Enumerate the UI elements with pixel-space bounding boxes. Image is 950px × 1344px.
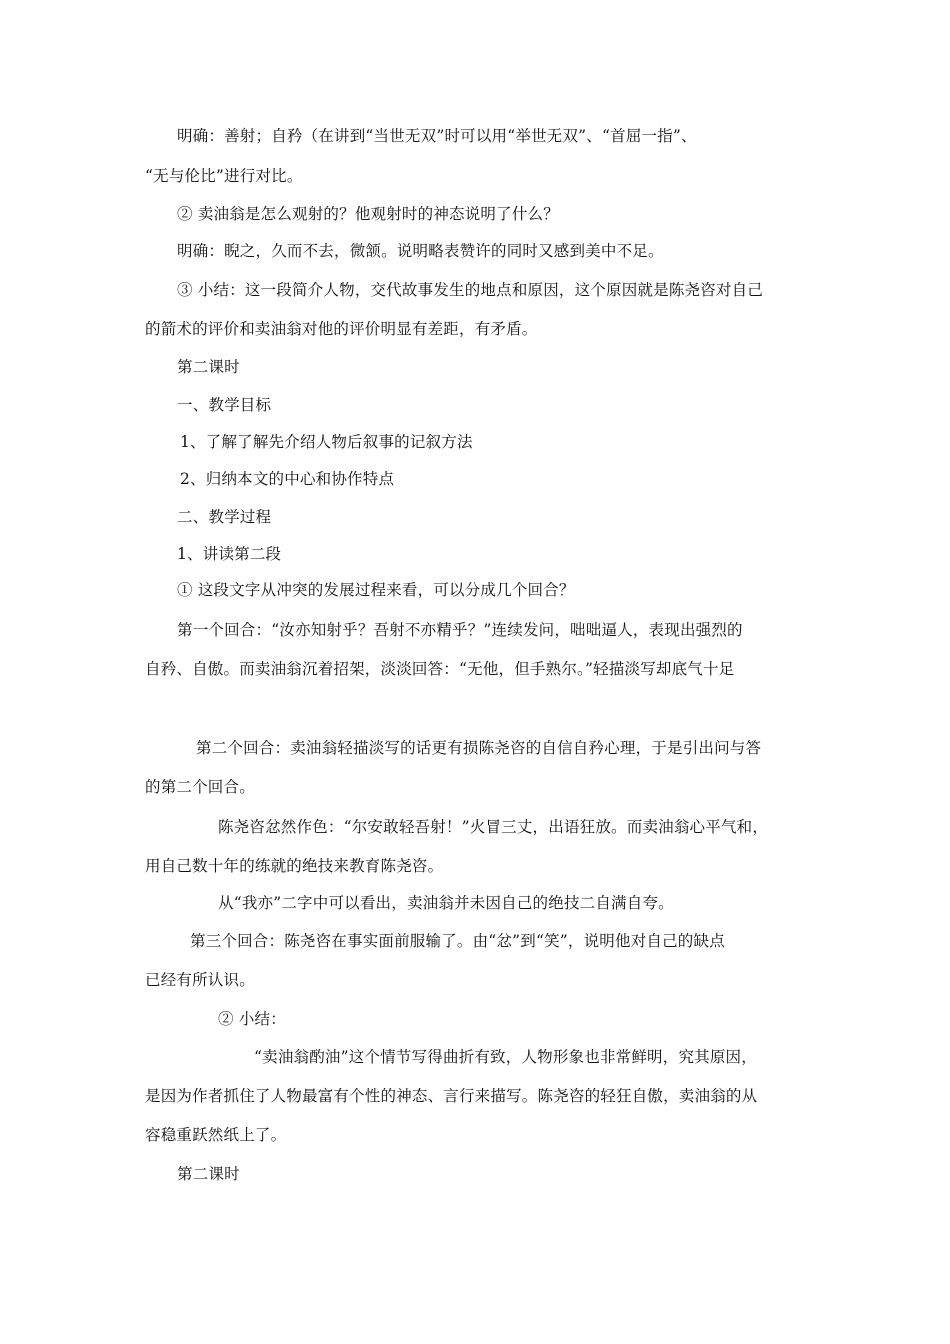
- paragraph-line: 是因为作者抓住了人物最富有个性的神态、言行来描写。陈尧咨的轻狂自傲，卖油翁的从: [145, 1087, 758, 1105]
- paragraph-line: 已经有所认识。: [145, 971, 255, 989]
- paragraph-line: 的箭术的评价和卖油翁对他的评价明显有差距，有矛盾。: [145, 320, 538, 338]
- subsection-heading: 1、讲读第二段: [177, 545, 282, 563]
- section-heading: 二、教学过程: [177, 508, 272, 526]
- paragraph-line: ① 这段文字从冲突的发展过程来看，可以分成几个回合？: [177, 581, 575, 599]
- section-heading: 一、教学目标: [177, 396, 272, 414]
- paragraph-line: 第一个回合：“汝亦知射乎？吾射不亦精乎？”连续发问，咄咄逼人，表现出强烈的: [177, 621, 743, 639]
- paragraph-line: ③ 小结：这一段简介人物，交代故事发生的地点和原因，这个原因就是陈尧咨对自己: [177, 281, 764, 299]
- paragraph-line: 明确：善射；自矜（在讲到“当世无双”时可以用“举世无双”、“首屈一指”、: [177, 127, 697, 145]
- list-item: 2、归纳本文的中心和协作特点: [180, 470, 395, 488]
- paragraph-line: ② 小结：: [218, 1010, 286, 1028]
- paragraph-line: “无与伦比”进行对比。: [145, 167, 303, 185]
- paragraph-line: 用自己数十年的练就的绝技来教育陈尧咨。: [145, 857, 444, 875]
- section-heading: 第二课时: [177, 1165, 240, 1183]
- paragraph-line: 的第二个回合。: [145, 778, 255, 796]
- section-heading: 第二课时: [177, 358, 240, 376]
- paragraph-line: ② 卖油翁是怎么观射的？他观射时的神态说明了什么？: [177, 205, 559, 223]
- paragraph-line: 从“我亦”二字中可以看出，卖油翁并未因自己的绝技二自满自夸。: [218, 894, 674, 912]
- paragraph-line: 陈尧咨忿然作色：“尔安敢轻吾射！”火冒三丈，出语狂放。而卖油翁心平气和，: [218, 818, 769, 836]
- paragraph-line: “卖油翁酌油”这个情节写得曲折有致，人物形象也非常鲜明，究其原因，: [254, 1048, 757, 1066]
- paragraph-line: 容稳重跃然纸上了。: [145, 1126, 287, 1144]
- paragraph-line: 自矜、自傲。而卖油翁沉着招架，淡淡回答：“无他，但手熟尔。”轻描淡写却底气十足: [145, 660, 735, 678]
- paragraph-line: 第二个回合：卖油翁轻描淡写的话更有损陈尧咨的自信自矜心理，于是引出问与答: [196, 739, 762, 757]
- paragraph-line: 明确：睨之，久而不去，微颔。说明略表赞许的同时又感到美中不足。: [177, 242, 664, 260]
- paragraph-line: 第三个回合：陈尧咨在事实面前服输了。由“忿”到“笑”，说明他对自己的缺点: [190, 932, 725, 950]
- list-item: 1、了解了解先介绍人物后叙事的记叙方法: [180, 433, 473, 451]
